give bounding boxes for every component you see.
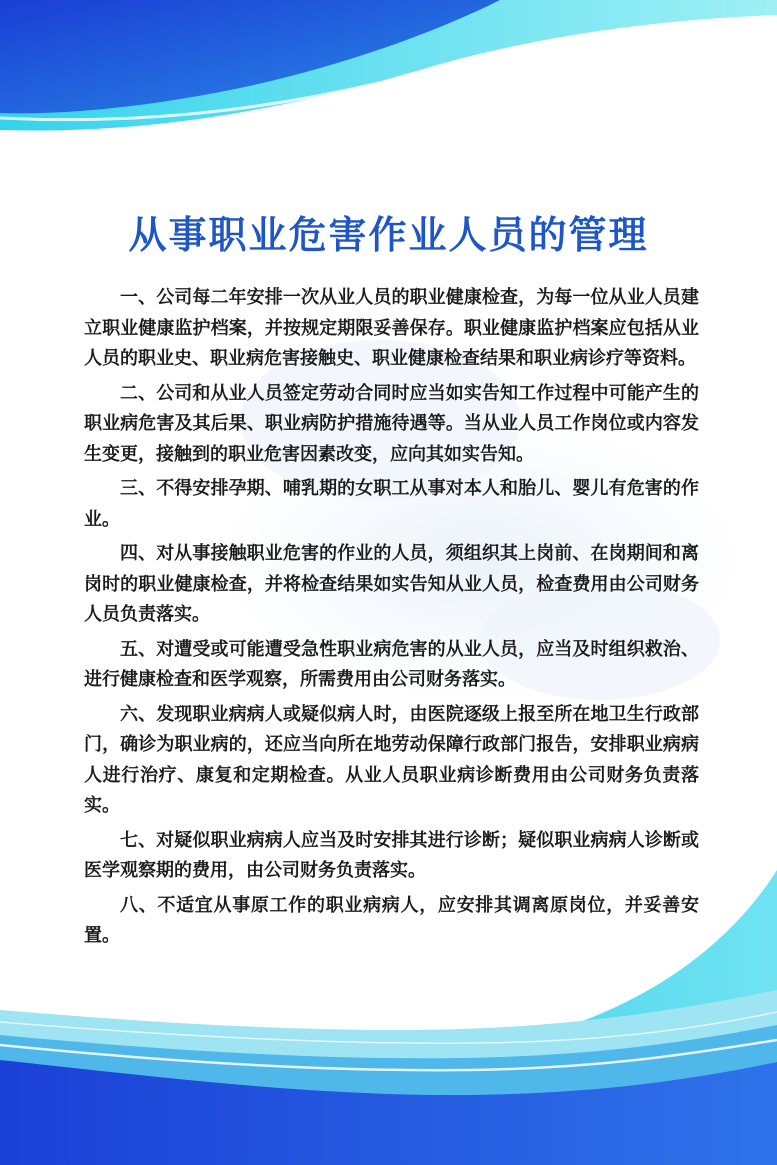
paragraph-3: 三、不得安排孕期、哺乳期的女职工从事对本人和胎儿、婴儿有危害的作业。	[84, 478, 699, 530]
paragraph-7: 七、对疑似职业病病人应当及时安排其进行诊断；疑似职业病病人诊断或医学观察期的费用，由公司财务负责落实。	[84, 829, 699, 881]
paragraph-8: 八、不适宜从事原工作的职业病病人，应安排其调离原岗位，并妥善安置。	[84, 894, 699, 946]
paragraph-2: 二、公司和从业人员签定劳动合同时应当如实告知工作过程中可能产生的职业病危害及其后果、职业病防护措施待遇等。当从业人员工作岗位或内容发生变更，接触到的职业危害因素改变，应向其如实告知。	[84, 382, 699, 465]
paragraph-4: 四、对从事接触职业危害的作业的人员，须组织其上岗前、在岗期间和离岗时的职业健康检查，并将检查结果如实告知从业人员，检查费用由公司财务人员负责落实。	[84, 543, 699, 625]
page-title: 从事职业危害作业人员的管理	[128, 212, 649, 257]
paragraph-6: 六、发现职业病病人或疑似病人时，由医院逐级上报至所在地卫生行政部门，确诊为职业病的，还应当向所在地劳动保障行政部门报告，安排职业病病人进行治疗、康复和定期检查。从业人员职业病诊断费用由公司财务负责落实。	[84, 703, 699, 816]
regulation-body	[84, 283, 699, 956]
paragraph-1: 一、公司每二年安排一次从业人员的职业健康检查，为每一位从业人员建立职业健康监护档案，并按规定期限妥善保存。职业健康监护档案应包括从业人员的职业史、职业病危害接触史、职业健康检查结果和职业病诊疗等资料。	[84, 287, 699, 369]
paragraph-5: 五、对遭受或可能遭受急性职业病危害的从业人员，应当及时组织救治、进行健康检查和医学观察，所需费用由公司财务落实。	[84, 638, 699, 690]
